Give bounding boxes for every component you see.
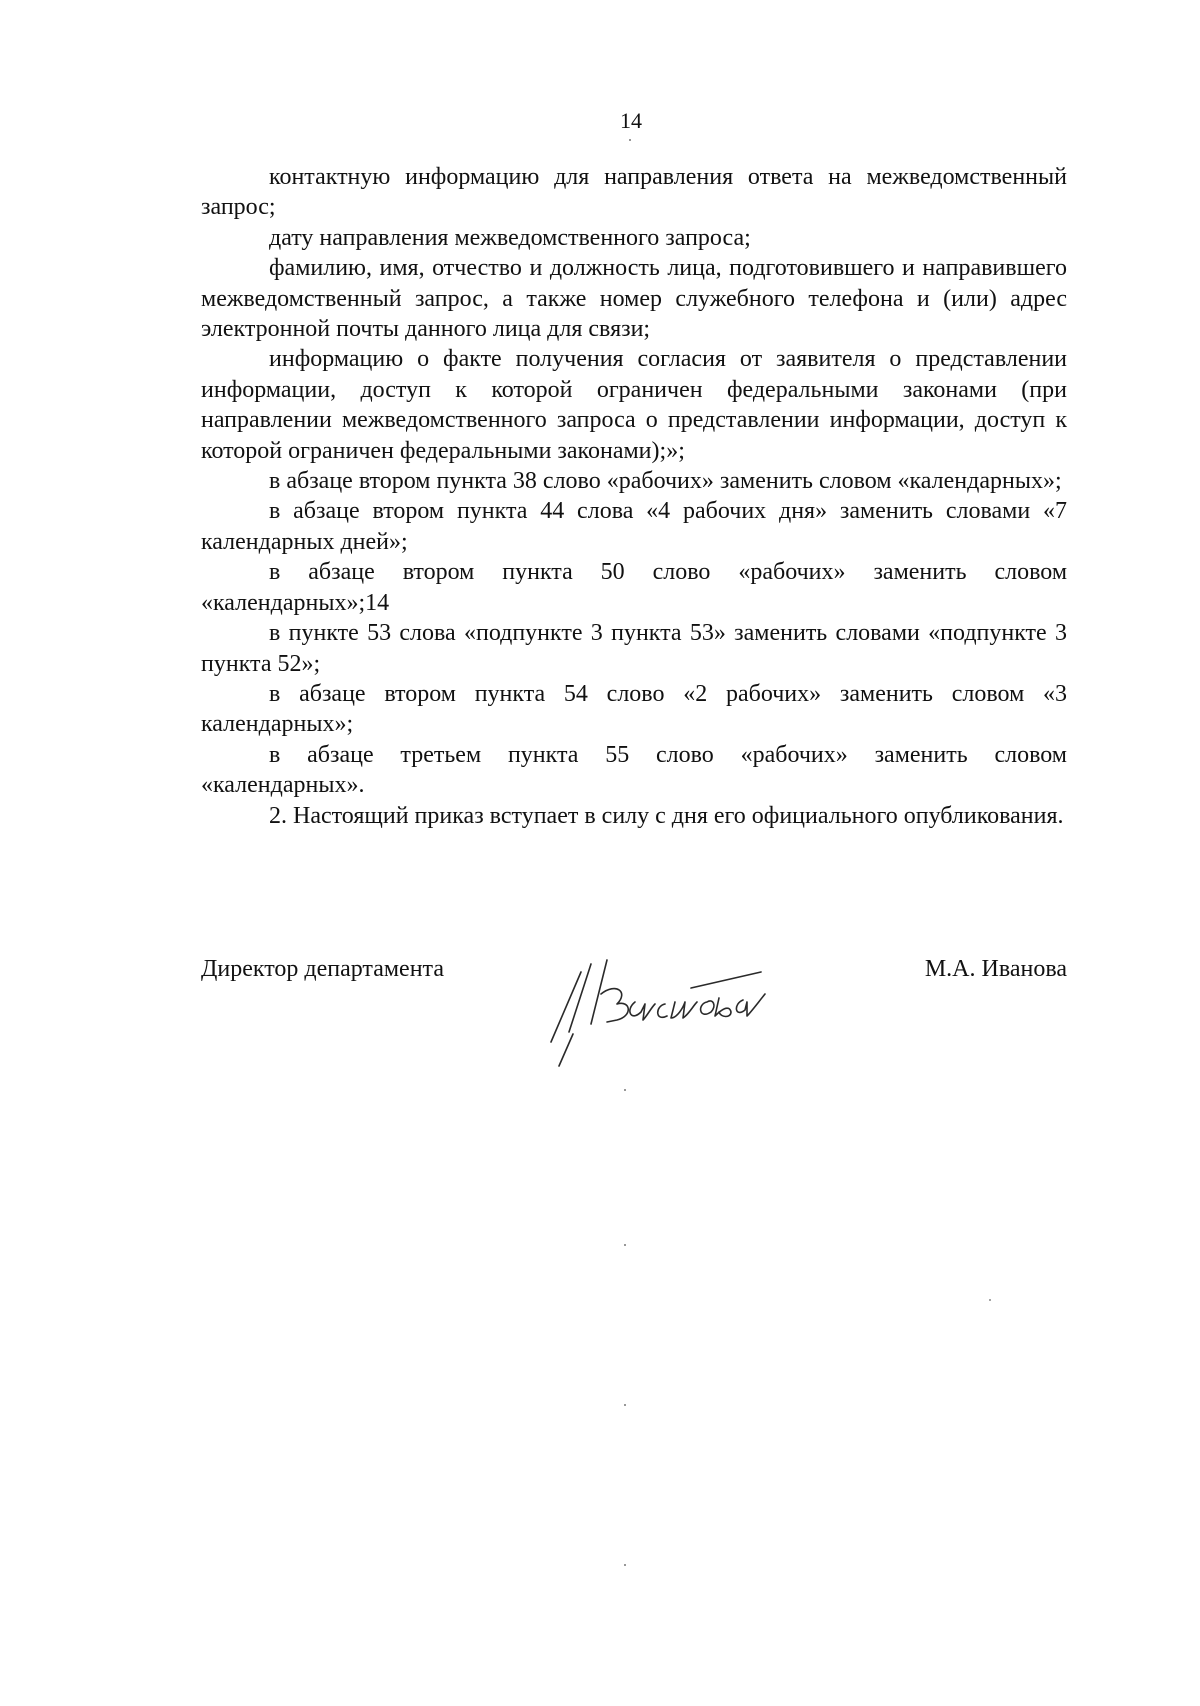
paragraph-item-50: в абзаце втором пункта 50 слово «рабочих» заменить словом «календарных»;14 — [201, 559, 1067, 616]
signatory-name: М.А. Иванова — [924, 956, 1067, 982]
document-body — [201, 162, 1067, 831]
paragraph-item-54: в абзаце втором пункта 54 слово «2 рабочих» заменить словом «3 календарных»; — [201, 680, 1067, 738]
page-number: 14 — [620, 108, 642, 133]
paragraph-effective-date: 2. Настоящий приказ вступает в силу с дня его официального опубликования. — [269, 802, 1064, 829]
paragraph-consent-info: информацию о факте получения согласия от заявителя о представлении информации, доступ к которой ограничен федеральными законами (при направлении межведомственного запроса о представлении информации, доступ к которой ограничен федеральными законами);»; — [201, 346, 1067, 464]
paragraph-item-55: в абзаце третьем пункта 55 слово «рабочих» заменить словом «календарных». — [201, 741, 1067, 799]
handwritten-signature — [521, 932, 781, 1072]
paragraph-item-53: в пункте 53 слова «подпункте 3 пункта 53» заменить словами «подпункте 3 пункта 52»; — [201, 620, 1067, 677]
paragraph-item-44: в абзаце втором пункта 44 слова «4 рабочих дня» заменить словами «7 календарных дней»; — [201, 498, 1067, 555]
paragraph-item-38: в абзаце втором пункта 38 слово «рабочих» заменить словом «календарных»; — [269, 468, 1062, 495]
signatory-position: Директор департамента — [201, 956, 444, 982]
signature-block — [201, 932, 1067, 1072]
paragraph-request-date: дату направления межведомственного запроса; — [269, 224, 751, 251]
paragraph-contact-info: контактную информацию для направления ответа на межведомственный запрос; — [201, 164, 1067, 221]
paragraph-person-details: фамилию, имя, отчество и должность лица, подготовившего и направившего межведомственный запрос, а также номер служебного телефона и (или) адрес электронной почты данного лица для связи; — [201, 255, 1067, 343]
